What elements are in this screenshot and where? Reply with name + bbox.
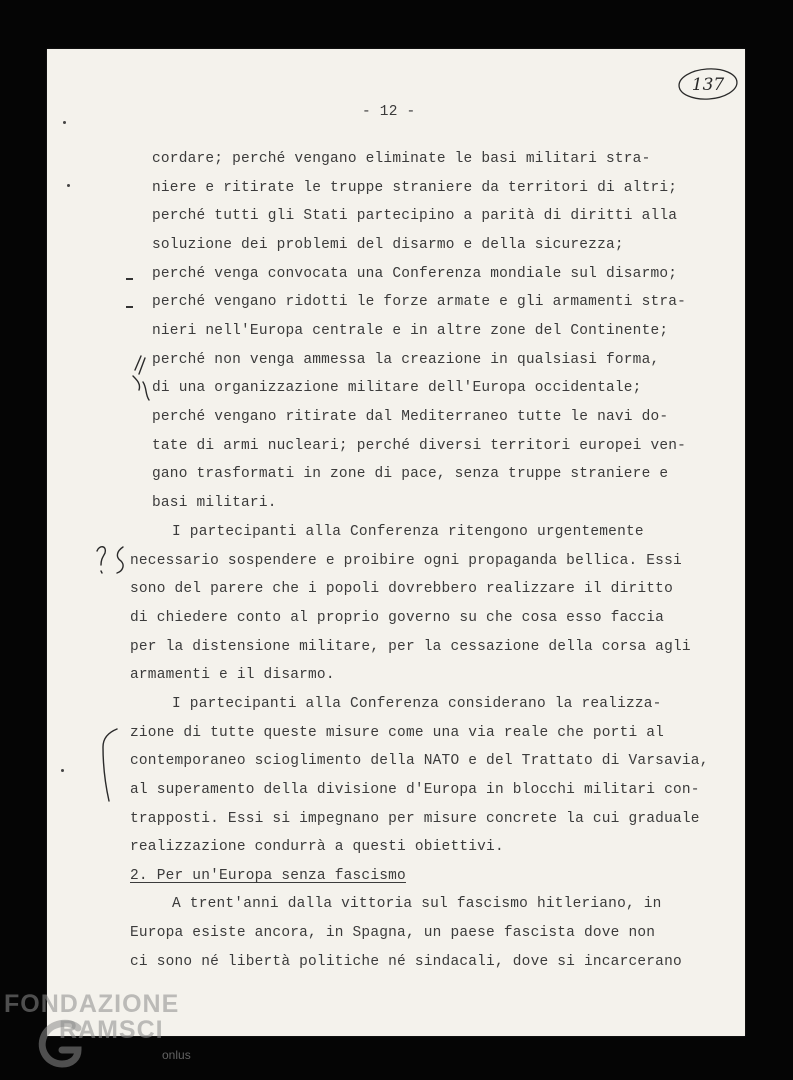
text-line: contemporaneo scioglimento della NATO e del Trattato di Varsavia, [130, 753, 709, 769]
paper-mark [67, 184, 70, 187]
watermark-onlus: onlus [162, 1048, 191, 1062]
text-line: realizzazione condurrà a questi obiettivi. [130, 839, 504, 855]
text-line: ci sono né libertà politiche né sindacali, dove si incarcerano [130, 954, 682, 970]
archive-number-stamp [677, 67, 739, 101]
text-line: soluzione dei problemi del disarmo e della sicurezza; [152, 237, 624, 253]
text-line: tate di armi nucleari; perché diversi territori europei ven- [152, 438, 687, 454]
watermark-line2: RAMSCI [59, 1016, 164, 1044]
text-line: di una organizzazione militare dell'Europa occidentale; [152, 380, 642, 396]
text-line: necessario sospendere e proibire ogni propaganda bellica. Essi [130, 553, 682, 569]
text-line: perché vengano ridotti le forze armate e gli armamenti stra- [152, 294, 687, 310]
text-line: al superamento della divisione d'Europa in blocchi militari con- [130, 782, 700, 798]
margin-dash [126, 278, 133, 280]
handwritten-mark-bracket [93, 725, 123, 805]
text-line: Europa esiste ancora, in Spagna, un paese fascista dove non [130, 925, 656, 941]
handwritten-mark-bracket [127, 354, 157, 406]
text-line: A trent'anni dalla vittoria sul fascismo hitleriano, in [172, 896, 662, 912]
page-number: - 12 - [362, 104, 416, 120]
document-page [47, 49, 745, 1036]
text-line: di chiedere conto al proprio governo su che cosa esso faccia [130, 610, 665, 626]
text-line: niere e ritirate le truppe straniere da territori di altri; [152, 180, 678, 196]
text-line: basi militari. [152, 495, 277, 511]
text-line: perché venga convocata una Conferenza mondiale sul disarmo; [152, 266, 678, 282]
text-line: armamenti e il disarmo. [130, 667, 335, 683]
margin-dash [126, 306, 133, 308]
text-line: sono del parere che i popoli dovrebbero realizzare il diritto [130, 581, 673, 597]
text-line: perché tutti gli Stati partecipino a parità di diritti alla [152, 208, 678, 224]
foundation-watermark [4, 990, 204, 1075]
text-line: perché non venga ammessa la creazione in qualsiasi forma, [152, 352, 660, 368]
text-line: I partecipanti alla Conferenza considerano la realizza- [172, 696, 662, 712]
text-line: trapposti. Essi si impegnano per misure concrete la cui graduale [130, 811, 700, 827]
text-line: gano trasformati in zone di pace, senza truppe straniere e [152, 466, 669, 482]
text-line: per la distensione militare, per la cessazione della corsa agli [130, 639, 691, 655]
text-line: cordare; perché vengano eliminate le basi militari stra- [152, 151, 651, 167]
paper-mark [61, 769, 64, 772]
watermark-line1: FONDAZIONE [4, 990, 180, 1018]
text-line: I partecipanti alla Conferenza ritengono urgentemente [172, 524, 644, 540]
text-line: nieri nell'Europa centrale e in altre zone del Continente; [152, 323, 669, 339]
text-line: perché vengano ritirate dal Mediterraneo tutte le navi do- [152, 409, 669, 425]
handwritten-mark-annotation [93, 543, 133, 581]
text-line: zione di tutte queste misure come una via reale che porti al [130, 725, 665, 741]
paper-mark [63, 121, 66, 124]
section-heading: 2. Per un'Europa senza fascismo [130, 868, 406, 884]
archive-number: 137 [691, 75, 725, 95]
